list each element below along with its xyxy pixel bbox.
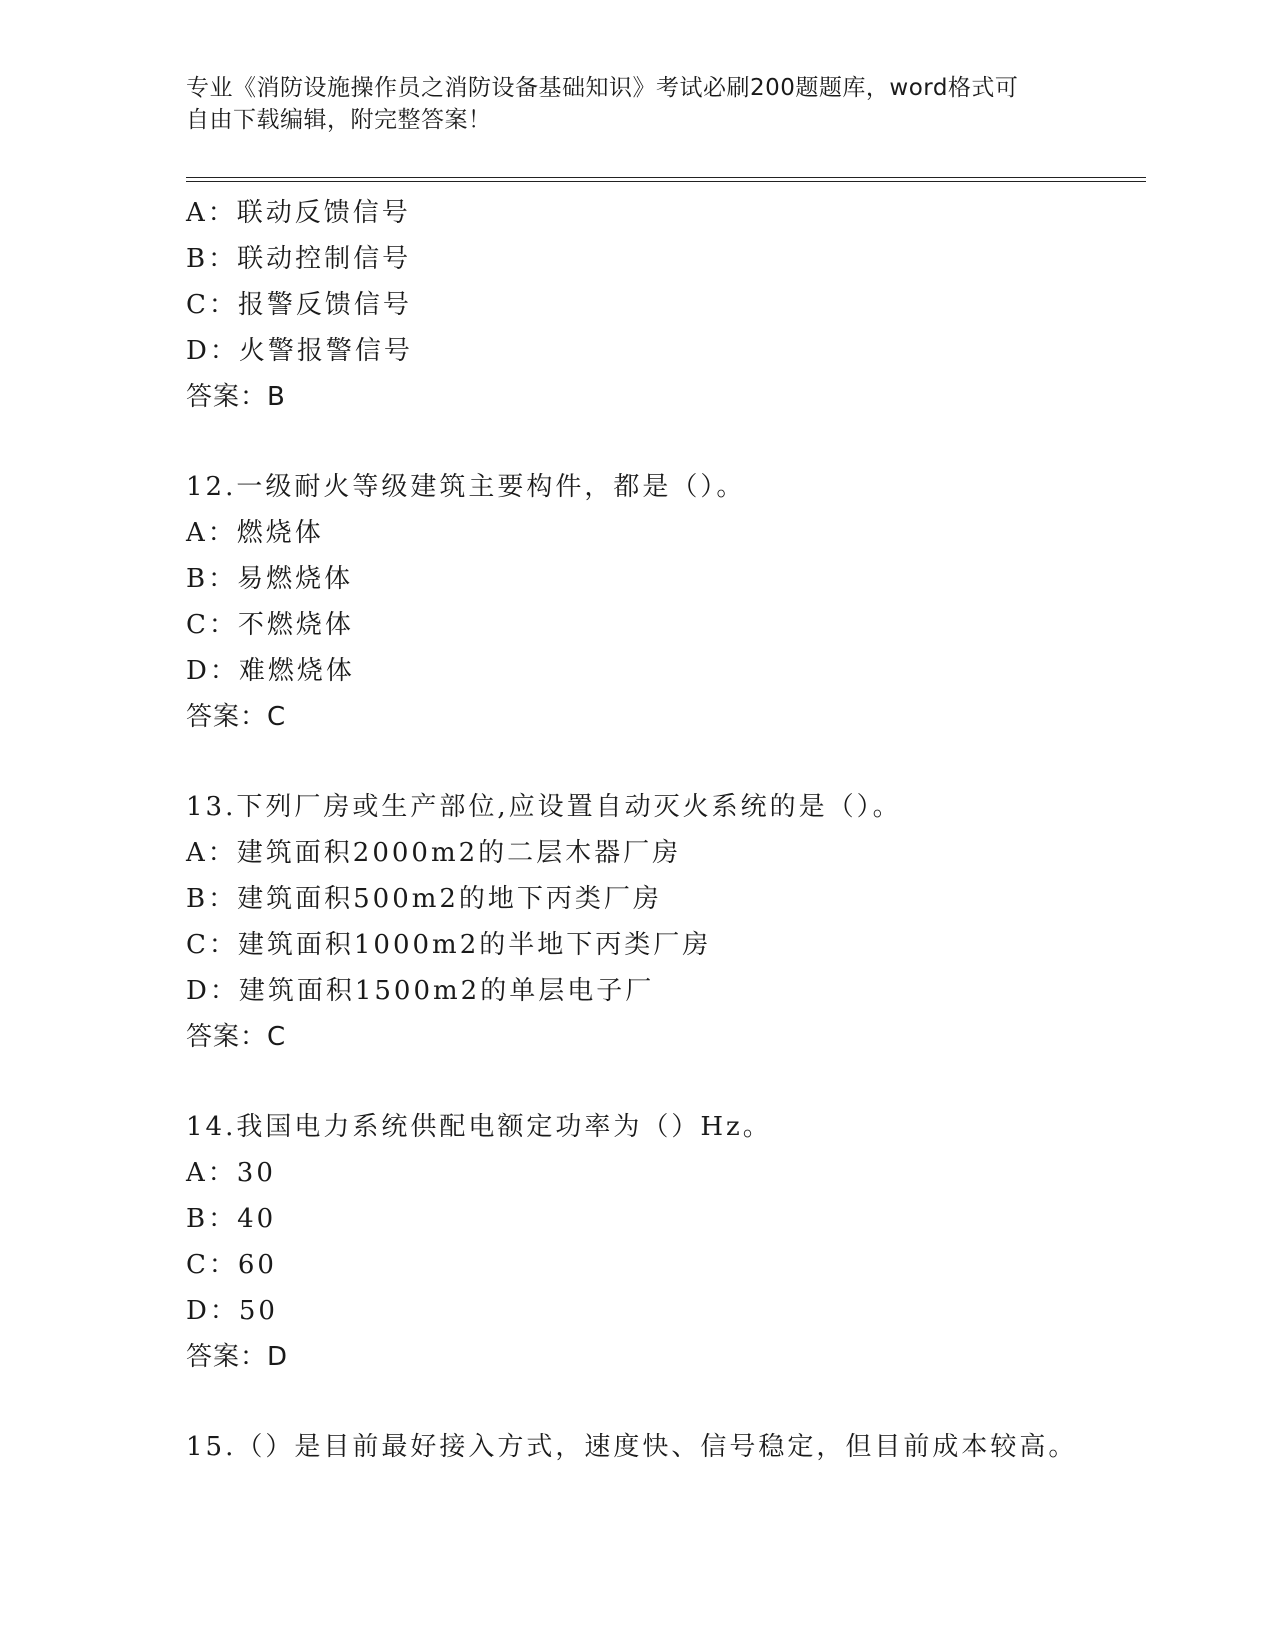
answer-line: 答案：C <box>186 1022 287 1052</box>
option-c: C：不燃烧体 <box>186 610 354 640</box>
answer-line: 答案：D <box>186 1342 289 1372</box>
question-list <box>186 190 1146 1470</box>
question-block <box>186 190 1146 420</box>
question-text: 15.（）是目前最好接入方式，速度快、信号稳定，但目前成本较高。 <box>186 1432 1078 1462</box>
option-d: D：难燃烧体 <box>186 656 355 686</box>
option-b: B：易燃烧体 <box>186 564 354 594</box>
answer-line: 答案：C <box>186 702 287 732</box>
option-a: A：联动反馈信号 <box>186 198 411 228</box>
question-block <box>186 1424 1146 1470</box>
option-d: D：火警报警信号 <box>186 336 413 366</box>
answer-line: 答案：B <box>186 382 286 412</box>
option-a: A：建筑面积2000m2的二层木器厂房 <box>186 838 682 868</box>
option-b: B：联动控制信号 <box>186 244 412 274</box>
question-block <box>186 784 1146 1060</box>
question-text: 12.一级耐火等级建筑主要构件，都是（）。 <box>186 472 746 502</box>
question-text: 14.我国电力系统供配电额定功率为（）Hz。 <box>186 1112 772 1142</box>
option-c: C：建筑面积1000m2的半地下丙类厂房 <box>186 930 712 960</box>
option-b: B：40 <box>186 1204 277 1234</box>
option-d: D：建筑面积1500m2的单层电子厂 <box>186 976 655 1006</box>
option-a: A：燃烧体 <box>186 518 324 548</box>
question-block <box>186 464 1146 740</box>
question-block <box>186 1104 1146 1380</box>
question-text: 13.下列厂房或生产部位,应设置自动灭火系统的是（）。 <box>186 792 902 822</box>
header-divider-top <box>186 177 1146 178</box>
option-c: C：报警反馈信号 <box>186 290 412 320</box>
option-a: A：30 <box>186 1158 276 1188</box>
header-line-2: 自由下载编辑，附完整答案！ <box>186 107 492 133</box>
header-line-1: 专业《消防设施操作员之消防设备基础知识》考试必刷200题题库，word格式可 <box>186 75 1019 101</box>
option-c: C：60 <box>186 1250 277 1280</box>
document-header <box>186 72 1086 136</box>
option-b: B：建筑面积500m2的地下丙类厂房 <box>186 884 662 914</box>
option-d: D：50 <box>186 1296 278 1326</box>
header-divider-bottom <box>186 181 1146 182</box>
